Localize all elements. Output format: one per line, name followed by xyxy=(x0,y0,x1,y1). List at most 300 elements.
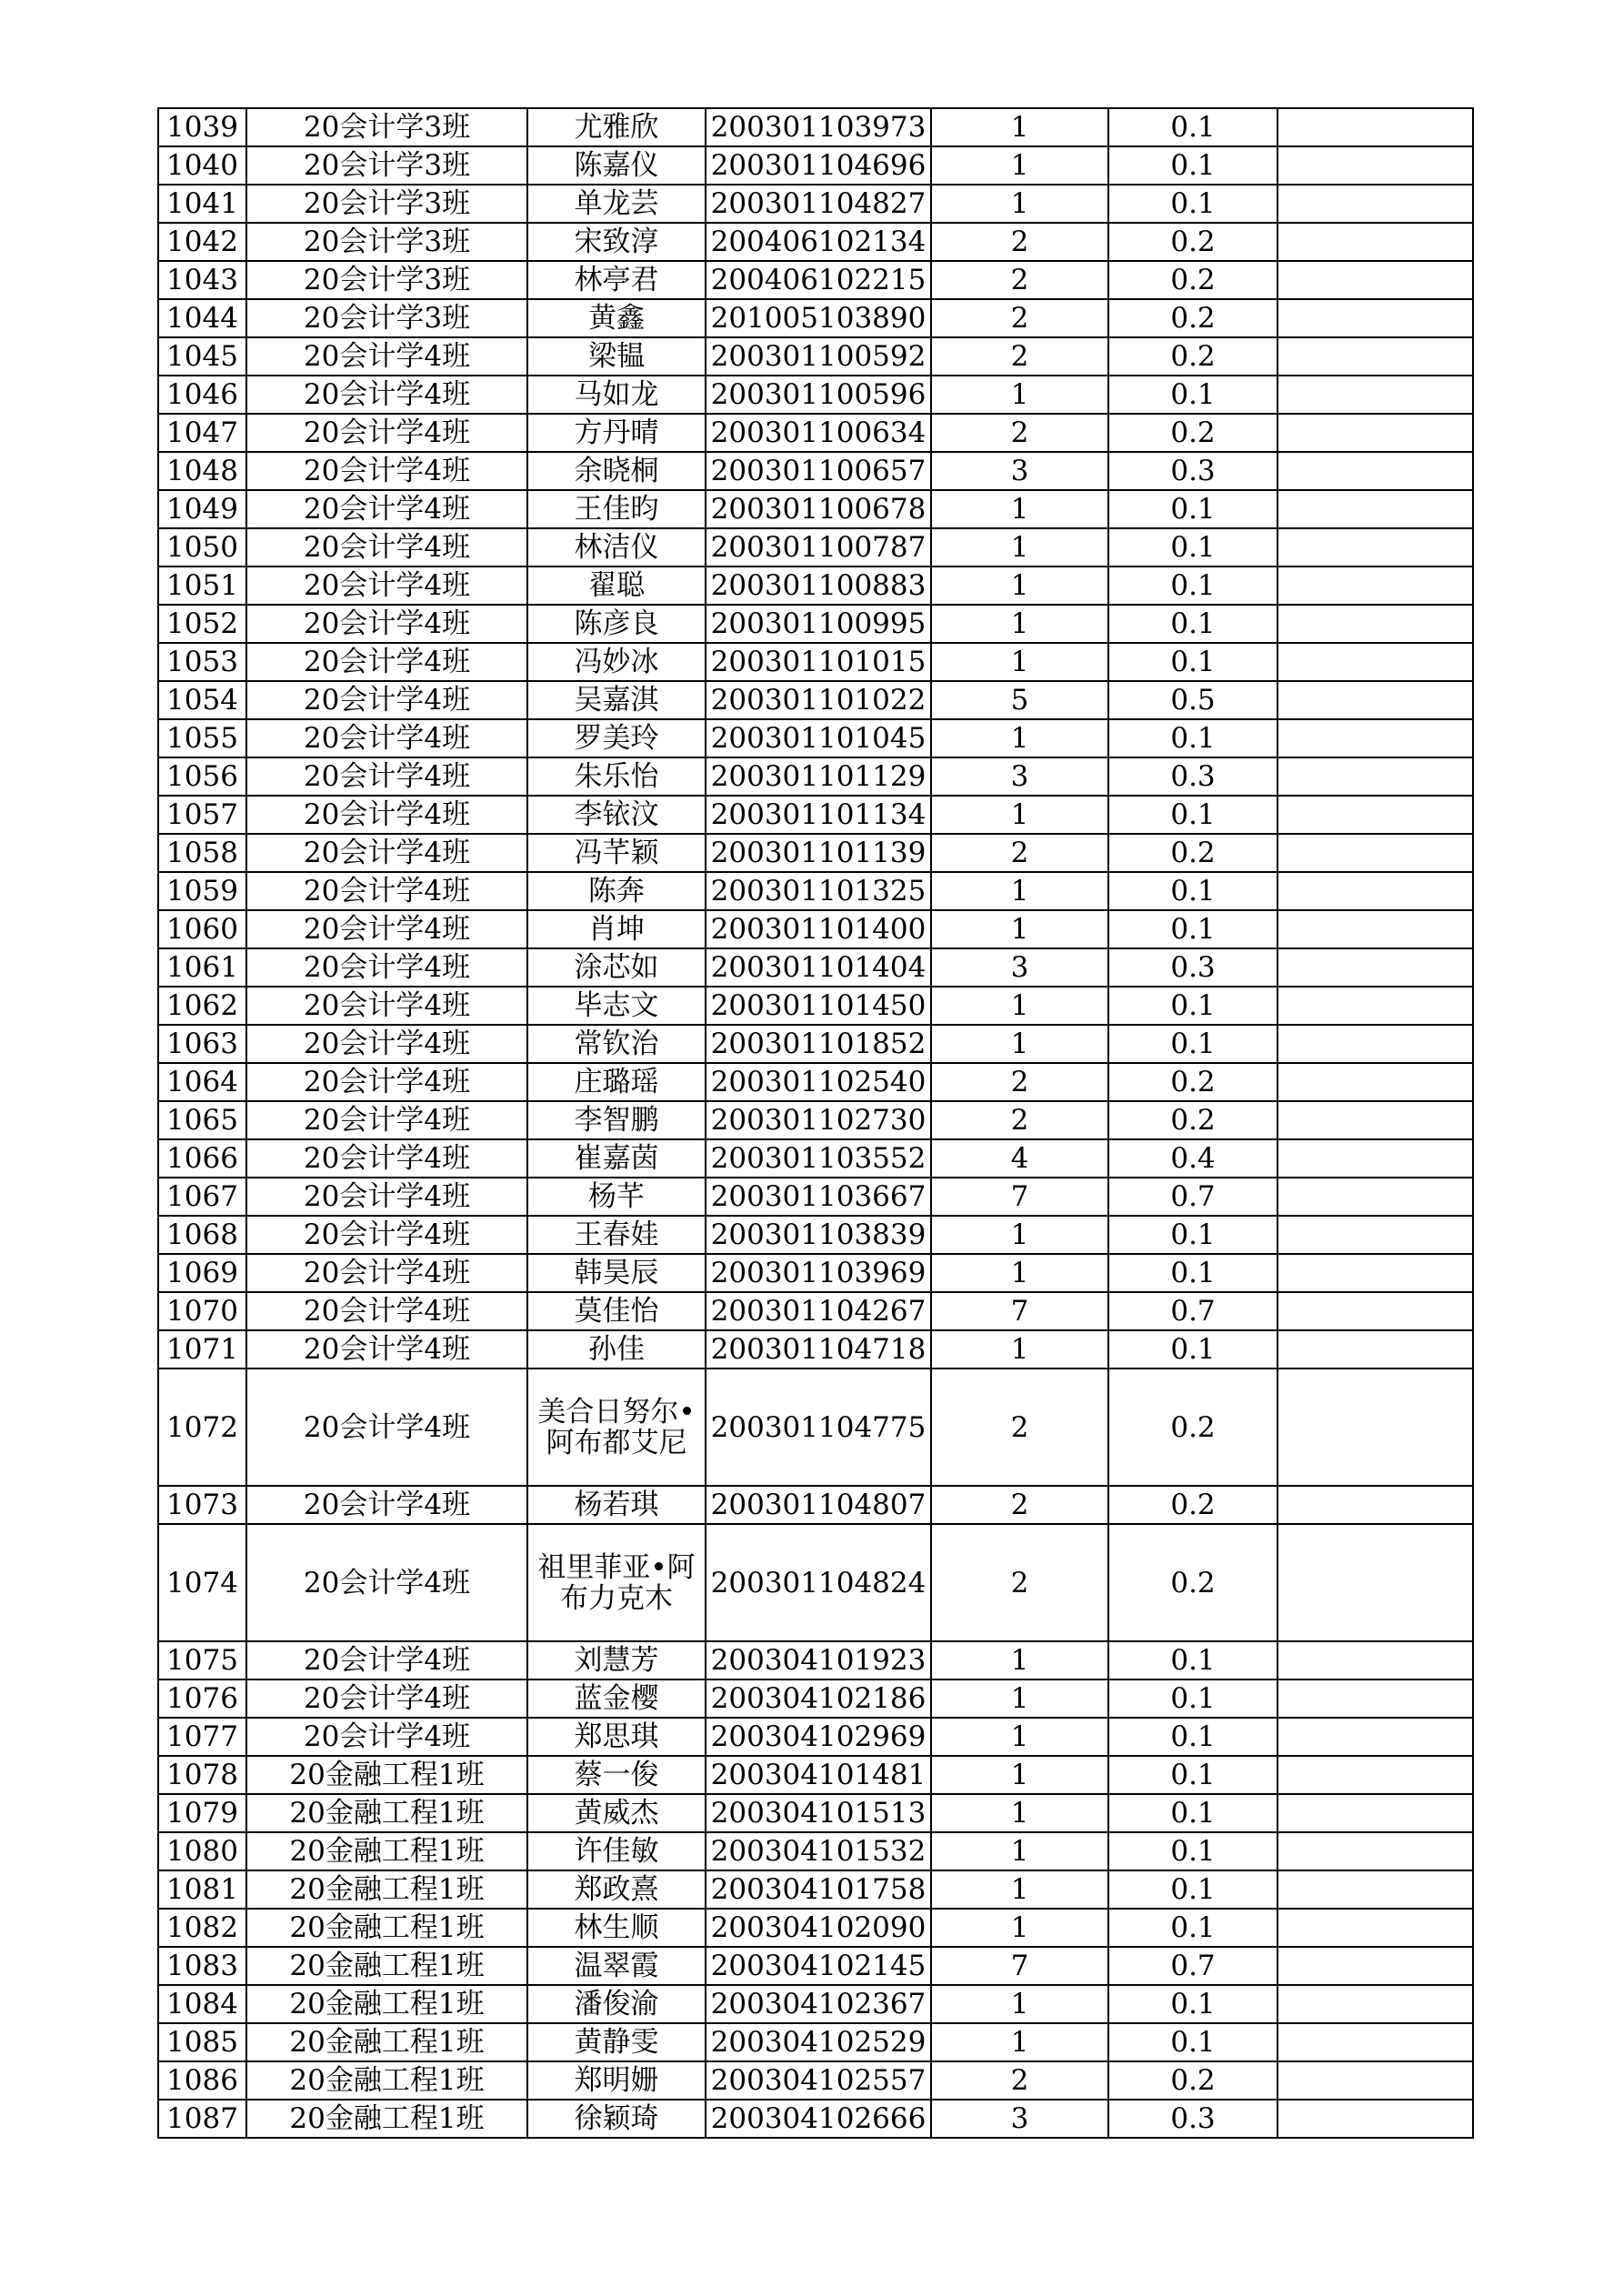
seq-cell: 1064 xyxy=(158,1063,246,1101)
count-cell: 2 xyxy=(931,834,1108,872)
seq-cell: 1085 xyxy=(158,2023,246,2061)
seq-cell: 1040 xyxy=(158,146,246,185)
class-cell: 20会计学4班 xyxy=(246,1216,527,1254)
count-cell: 1 xyxy=(931,490,1108,528)
score-cell: 0.3 xyxy=(1108,948,1277,987)
name-cell: 常钦治 xyxy=(527,1025,706,1063)
table-row xyxy=(158,643,1473,681)
count-cell: 7 xyxy=(931,1292,1108,1330)
name-cell: 韩昊辰 xyxy=(527,1254,706,1292)
table-row xyxy=(158,1254,1473,1292)
score-cell: 0.1 xyxy=(1108,490,1277,528)
table-row xyxy=(158,1947,1473,1985)
count-cell: 1 xyxy=(931,872,1108,910)
count-cell: 2 xyxy=(931,337,1108,376)
seq-cell: 1043 xyxy=(158,261,246,299)
note-cell xyxy=(1277,987,1473,1025)
count-cell: 1 xyxy=(931,910,1108,948)
class-cell: 20会计学4班 xyxy=(246,490,527,528)
score-cell: 0.5 xyxy=(1108,681,1277,719)
student-id-cell: 200304102186 xyxy=(706,1679,931,1718)
count-cell: 5 xyxy=(931,681,1108,719)
name-cell: 王佳昀 xyxy=(527,490,706,528)
note-cell xyxy=(1277,452,1473,490)
student-id-cell: 200301101139 xyxy=(706,834,931,872)
note-cell xyxy=(1277,1139,1473,1178)
count-cell: 1 xyxy=(931,1756,1108,1794)
class-cell: 20金融工程1班 xyxy=(246,2023,527,2061)
class-cell: 20会计学4班 xyxy=(246,1025,527,1063)
student-id-cell: 200301101400 xyxy=(706,910,931,948)
count-cell: 1 xyxy=(931,1254,1108,1292)
name-cell: 吴嘉淇 xyxy=(527,681,706,719)
seq-cell: 1048 xyxy=(158,452,246,490)
class-cell: 20会计学4班 xyxy=(246,1679,527,1718)
count-cell: 1 xyxy=(931,146,1108,185)
count-cell: 4 xyxy=(931,1139,1108,1178)
score-cell: 0.2 xyxy=(1108,414,1277,452)
table-row xyxy=(158,1178,1473,1216)
class-cell: 20会计学4班 xyxy=(246,1178,527,1216)
student-id-cell: 200304102090 xyxy=(706,1909,931,1947)
table-row xyxy=(158,299,1473,337)
score-cell: 0.7 xyxy=(1108,1947,1277,1985)
note-cell xyxy=(1277,1985,1473,2023)
table-row xyxy=(158,834,1473,872)
note-cell xyxy=(1277,1870,1473,1909)
table-row xyxy=(158,146,1473,185)
seq-cell: 1077 xyxy=(158,1718,246,1756)
seq-cell: 1071 xyxy=(158,1330,246,1369)
student-id-cell: 200304101758 xyxy=(706,1870,931,1909)
class-cell: 20金融工程1班 xyxy=(246,1985,527,2023)
class-cell: 20会计学3班 xyxy=(246,185,527,223)
class-cell: 20会计学4班 xyxy=(246,872,527,910)
name-cell: 罗美玲 xyxy=(527,719,706,757)
note-cell xyxy=(1277,1832,1473,1870)
table-row xyxy=(158,2061,1473,2100)
table-row xyxy=(158,1216,1473,1254)
note-cell xyxy=(1277,1178,1473,1216)
score-cell: 0.1 xyxy=(1108,1641,1277,1679)
seq-cell: 1083 xyxy=(158,1947,246,1985)
seq-cell: 1057 xyxy=(158,796,246,834)
seq-cell: 1082 xyxy=(158,1909,246,1947)
class-cell: 20金融工程1班 xyxy=(246,1756,527,1794)
seq-cell: 1066 xyxy=(158,1139,246,1178)
score-cell: 0.2 xyxy=(1108,1369,1277,1486)
name-cell: 翟聪 xyxy=(527,566,706,605)
count-cell: 2 xyxy=(931,1524,1108,1641)
count-cell: 2 xyxy=(931,1101,1108,1139)
count-cell: 2 xyxy=(931,1063,1108,1101)
name-cell: 崔嘉茵 xyxy=(527,1139,706,1178)
seq-cell: 1054 xyxy=(158,681,246,719)
count-cell: 2 xyxy=(931,261,1108,299)
name-cell: 温翠霞 xyxy=(527,1947,706,1985)
note-cell xyxy=(1277,1947,1473,1985)
count-cell: 1 xyxy=(931,1025,1108,1063)
class-cell: 20会计学4班 xyxy=(246,376,527,414)
table-row xyxy=(158,1101,1473,1139)
table-row xyxy=(158,1794,1473,1832)
name-cell: 刘慧芳 xyxy=(527,1641,706,1679)
count-cell: 1 xyxy=(931,1330,1108,1369)
note-cell xyxy=(1277,948,1473,987)
table-row xyxy=(158,2100,1473,2138)
score-cell: 0.1 xyxy=(1108,796,1277,834)
count-cell: 1 xyxy=(931,108,1108,146)
student-id-cell: 200301100995 xyxy=(706,605,931,643)
score-cell: 0.2 xyxy=(1108,223,1277,261)
class-cell: 20会计学4班 xyxy=(246,1063,527,1101)
class-cell: 20会计学4班 xyxy=(246,1641,527,1679)
name-cell: 李铱汶 xyxy=(527,796,706,834)
seq-cell: 1076 xyxy=(158,1679,246,1718)
note-cell xyxy=(1277,223,1473,261)
class-cell: 20会计学3班 xyxy=(246,223,527,261)
name-cell: 杨芊 xyxy=(527,1178,706,1216)
seq-cell: 1046 xyxy=(158,376,246,414)
class-cell: 20会计学4班 xyxy=(246,948,527,987)
count-cell: 2 xyxy=(931,2061,1108,2100)
score-cell: 0.1 xyxy=(1108,2023,1277,2061)
student-id-cell: 200301104824 xyxy=(706,1524,931,1641)
name-cell: 方丹晴 xyxy=(527,414,706,452)
seq-cell: 1049 xyxy=(158,490,246,528)
count-cell: 2 xyxy=(931,299,1108,337)
score-cell: 0.1 xyxy=(1108,185,1277,223)
seq-cell: 1069 xyxy=(158,1254,246,1292)
student-id-cell: 200301104718 xyxy=(706,1330,931,1369)
note-cell xyxy=(1277,1718,1473,1756)
score-cell: 0.2 xyxy=(1108,299,1277,337)
score-cell: 0.2 xyxy=(1108,834,1277,872)
note-cell xyxy=(1277,1909,1473,1947)
table-row xyxy=(158,910,1473,948)
note-cell xyxy=(1277,643,1473,681)
table-row xyxy=(158,1369,1473,1486)
count-cell: 1 xyxy=(931,566,1108,605)
note-cell xyxy=(1277,2100,1473,2138)
seq-cell: 1073 xyxy=(158,1486,246,1524)
note-cell xyxy=(1277,414,1473,452)
seq-cell: 1061 xyxy=(158,948,246,987)
name-cell: 黄鑫 xyxy=(527,299,706,337)
count-cell: 1 xyxy=(931,1909,1108,1947)
seq-cell: 1059 xyxy=(158,872,246,910)
table-row xyxy=(158,605,1473,643)
note-cell xyxy=(1277,757,1473,796)
table-row xyxy=(158,528,1473,566)
class-cell: 20会计学4班 xyxy=(246,1330,527,1369)
count-cell: 1 xyxy=(931,987,1108,1025)
class-cell: 20会计学4班 xyxy=(246,1718,527,1756)
name-cell: 余晓桐 xyxy=(527,452,706,490)
seq-cell: 1065 xyxy=(158,1101,246,1139)
name-cell: 林洁仪 xyxy=(527,528,706,566)
table-row xyxy=(158,223,1473,261)
score-cell: 0.2 xyxy=(1108,1524,1277,1641)
class-cell: 20会计学3班 xyxy=(246,108,527,146)
student-id-cell: 200301101852 xyxy=(706,1025,931,1063)
count-cell: 1 xyxy=(931,2023,1108,2061)
name-cell: 孙佳 xyxy=(527,1330,706,1369)
count-cell: 1 xyxy=(931,1832,1108,1870)
student-id-cell: 200301101129 xyxy=(706,757,931,796)
table-row xyxy=(158,108,1473,146)
student-id-cell: 200301100634 xyxy=(706,414,931,452)
count-cell: 1 xyxy=(931,1985,1108,2023)
table-row xyxy=(158,185,1473,223)
student-id-cell: 200304102969 xyxy=(706,1718,931,1756)
note-cell xyxy=(1277,566,1473,605)
table-row xyxy=(158,2023,1473,2061)
seq-cell: 1081 xyxy=(158,1870,246,1909)
class-cell: 20会计学4班 xyxy=(246,605,527,643)
name-cell: 徐颖琦 xyxy=(527,2100,706,2138)
table-row xyxy=(158,490,1473,528)
student-id-cell: 200301103969 xyxy=(706,1254,931,1292)
count-cell: 3 xyxy=(931,757,1108,796)
student-id-cell: 200304102529 xyxy=(706,2023,931,2061)
table-row xyxy=(158,1870,1473,1909)
score-cell: 0.7 xyxy=(1108,1178,1277,1216)
table-row xyxy=(158,681,1473,719)
note-cell xyxy=(1277,490,1473,528)
table-row xyxy=(158,261,1473,299)
class-cell: 20会计学4班 xyxy=(246,452,527,490)
table-row xyxy=(158,376,1473,414)
note-cell xyxy=(1277,2023,1473,2061)
class-cell: 20会计学4班 xyxy=(246,719,527,757)
class-cell: 20会计学4班 xyxy=(246,1486,527,1524)
score-cell: 0.3 xyxy=(1108,452,1277,490)
score-cell: 0.1 xyxy=(1108,146,1277,185)
count-cell: 3 xyxy=(931,452,1108,490)
name-cell: 郑明姗 xyxy=(527,2061,706,2100)
class-cell: 20金融工程1班 xyxy=(246,1947,527,1985)
seq-cell: 1056 xyxy=(158,757,246,796)
class-cell: 20会计学3班 xyxy=(246,146,527,185)
seq-cell: 1074 xyxy=(158,1524,246,1641)
student-id-cell: 200304102367 xyxy=(706,1985,931,2023)
count-cell: 1 xyxy=(931,643,1108,681)
table-row xyxy=(158,796,1473,834)
class-cell: 20会计学4班 xyxy=(246,1292,527,1330)
student-id-cell: 200301102730 xyxy=(706,1101,931,1139)
table-row xyxy=(158,1641,1473,1679)
class-cell: 20会计学4班 xyxy=(246,1369,527,1486)
seq-cell: 1087 xyxy=(158,2100,246,2138)
table-row xyxy=(158,948,1473,987)
score-cell: 0.2 xyxy=(1108,1063,1277,1101)
note-cell xyxy=(1277,337,1473,376)
score-cell: 0.1 xyxy=(1108,1330,1277,1369)
table-row xyxy=(158,566,1473,605)
score-cell: 0.1 xyxy=(1108,643,1277,681)
note-cell xyxy=(1277,2061,1473,2100)
table-row xyxy=(158,452,1473,490)
score-cell: 0.4 xyxy=(1108,1139,1277,1178)
score-cell: 0.1 xyxy=(1108,1679,1277,1718)
seq-cell: 1041 xyxy=(158,185,246,223)
count-cell: 1 xyxy=(931,796,1108,834)
table-row xyxy=(158,1063,1473,1101)
score-cell: 0.2 xyxy=(1108,1486,1277,1524)
score-cell: 0.1 xyxy=(1108,605,1277,643)
note-cell xyxy=(1277,1254,1473,1292)
class-cell: 20会计学4班 xyxy=(246,1254,527,1292)
student-id-cell: 200304101481 xyxy=(706,1756,931,1794)
name-cell: 杨若琪 xyxy=(527,1486,706,1524)
count-cell: 7 xyxy=(931,1947,1108,1985)
note-cell xyxy=(1277,261,1473,299)
name-cell: 毕志文 xyxy=(527,987,706,1025)
student-id-cell: 200301101022 xyxy=(706,681,931,719)
note-cell xyxy=(1277,1756,1473,1794)
score-cell: 0.7 xyxy=(1108,1292,1277,1330)
note-cell xyxy=(1277,834,1473,872)
student-id-cell: 200301103973 xyxy=(706,108,931,146)
class-cell: 20会计学4班 xyxy=(246,987,527,1025)
seq-cell: 1039 xyxy=(158,108,246,146)
class-cell: 20会计学4班 xyxy=(246,643,527,681)
seq-cell: 1075 xyxy=(158,1641,246,1679)
score-cell: 0.3 xyxy=(1108,757,1277,796)
note-cell xyxy=(1277,796,1473,834)
note-cell xyxy=(1277,1101,1473,1139)
name-cell: 许佳敏 xyxy=(527,1832,706,1870)
name-cell: 陈彦良 xyxy=(527,605,706,643)
seq-cell: 1072 xyxy=(158,1369,246,1486)
student-id-cell: 201005103890 xyxy=(706,299,931,337)
name-cell: 美合日努尔•阿布都艾尼 xyxy=(527,1369,706,1486)
note-cell xyxy=(1277,1794,1473,1832)
count-cell: 1 xyxy=(931,1679,1108,1718)
table-row xyxy=(158,1756,1473,1794)
name-cell: 林亭君 xyxy=(527,261,706,299)
note-cell xyxy=(1277,528,1473,566)
student-id-cell: 200406102215 xyxy=(706,261,931,299)
seq-cell: 1062 xyxy=(158,987,246,1025)
class-cell: 20金融工程1班 xyxy=(246,2061,527,2100)
class-cell: 20会计学3班 xyxy=(246,261,527,299)
note-cell xyxy=(1277,1486,1473,1524)
note-cell xyxy=(1277,1025,1473,1063)
count-cell: 1 xyxy=(931,1718,1108,1756)
name-cell: 郑政熹 xyxy=(527,1870,706,1909)
name-cell: 马如龙 xyxy=(527,376,706,414)
note-cell xyxy=(1277,1641,1473,1679)
score-cell: 0.1 xyxy=(1108,1025,1277,1063)
score-cell: 0.3 xyxy=(1108,2100,1277,2138)
count-cell: 3 xyxy=(931,948,1108,987)
student-id-cell: 200304101923 xyxy=(706,1641,931,1679)
name-cell: 祖里菲亚•阿布力克木 xyxy=(527,1524,706,1641)
score-cell: 0.1 xyxy=(1108,872,1277,910)
score-cell: 0.1 xyxy=(1108,1909,1277,1947)
name-cell: 郑思琪 xyxy=(527,1718,706,1756)
student-id-cell: 200301102540 xyxy=(706,1063,931,1101)
score-cell: 0.1 xyxy=(1108,1794,1277,1832)
count-cell: 1 xyxy=(931,1794,1108,1832)
score-cell: 0.2 xyxy=(1108,2061,1277,2100)
score-cell: 0.1 xyxy=(1108,566,1277,605)
seq-cell: 1084 xyxy=(158,1985,246,2023)
class-cell: 20金融工程1班 xyxy=(246,1832,527,1870)
score-cell: 0.1 xyxy=(1108,1832,1277,1870)
student-id-cell: 200301104775 xyxy=(706,1369,931,1486)
class-cell: 20会计学4班 xyxy=(246,834,527,872)
note-cell xyxy=(1277,910,1473,948)
name-cell: 冯芊颖 xyxy=(527,834,706,872)
note-cell xyxy=(1277,299,1473,337)
seq-cell: 1080 xyxy=(158,1832,246,1870)
class-cell: 20会计学4班 xyxy=(246,1139,527,1178)
count-cell: 1 xyxy=(931,605,1108,643)
score-cell: 0.1 xyxy=(1108,376,1277,414)
table-row xyxy=(158,1985,1473,2023)
seq-cell: 1053 xyxy=(158,643,246,681)
table-row xyxy=(158,1524,1473,1641)
table-row xyxy=(158,1292,1473,1330)
count-cell: 1 xyxy=(931,376,1108,414)
class-cell: 20会计学4班 xyxy=(246,566,527,605)
note-cell xyxy=(1277,108,1473,146)
seq-cell: 1078 xyxy=(158,1756,246,1794)
student-id-cell: 200406102134 xyxy=(706,223,931,261)
seq-cell: 1055 xyxy=(158,719,246,757)
student-id-cell: 200301100787 xyxy=(706,528,931,566)
class-cell: 20金融工程1班 xyxy=(246,1794,527,1832)
class-cell: 20会计学4班 xyxy=(246,1101,527,1139)
name-cell: 肖坤 xyxy=(527,910,706,948)
class-cell: 20会计学4班 xyxy=(246,796,527,834)
student-id-cell: 200301100657 xyxy=(706,452,931,490)
name-cell: 单龙芸 xyxy=(527,185,706,223)
class-cell: 20会计学4班 xyxy=(246,414,527,452)
class-cell: 20会计学4班 xyxy=(246,757,527,796)
count-cell: 2 xyxy=(931,1369,1108,1486)
student-id-cell: 200301101045 xyxy=(706,719,931,757)
table-row xyxy=(158,1486,1473,1524)
score-cell: 0.1 xyxy=(1108,987,1277,1025)
student-id-cell: 200301101134 xyxy=(706,796,931,834)
student-id-cell: 200304102666 xyxy=(706,2100,931,2138)
seq-cell: 1063 xyxy=(158,1025,246,1063)
seq-cell: 1068 xyxy=(158,1216,246,1254)
count-cell: 1 xyxy=(931,719,1108,757)
student-id-cell: 200304102557 xyxy=(706,2061,931,2100)
class-cell: 20金融工程1班 xyxy=(246,1870,527,1909)
student-id-cell: 200301104827 xyxy=(706,185,931,223)
note-cell xyxy=(1277,681,1473,719)
student-id-cell: 200301101325 xyxy=(706,872,931,910)
note-cell xyxy=(1277,1524,1473,1641)
note-cell xyxy=(1277,1216,1473,1254)
note-cell xyxy=(1277,1063,1473,1101)
name-cell: 涂芯如 xyxy=(527,948,706,987)
name-cell: 冯妙冰 xyxy=(527,643,706,681)
table-row xyxy=(158,1832,1473,1870)
table-row xyxy=(158,872,1473,910)
note-cell xyxy=(1277,1292,1473,1330)
name-cell: 黄静雯 xyxy=(527,2023,706,2061)
class-cell: 20会计学3班 xyxy=(246,299,527,337)
student-id-cell: 200301103552 xyxy=(706,1139,931,1178)
student-id-cell: 200304102145 xyxy=(706,1947,931,1985)
